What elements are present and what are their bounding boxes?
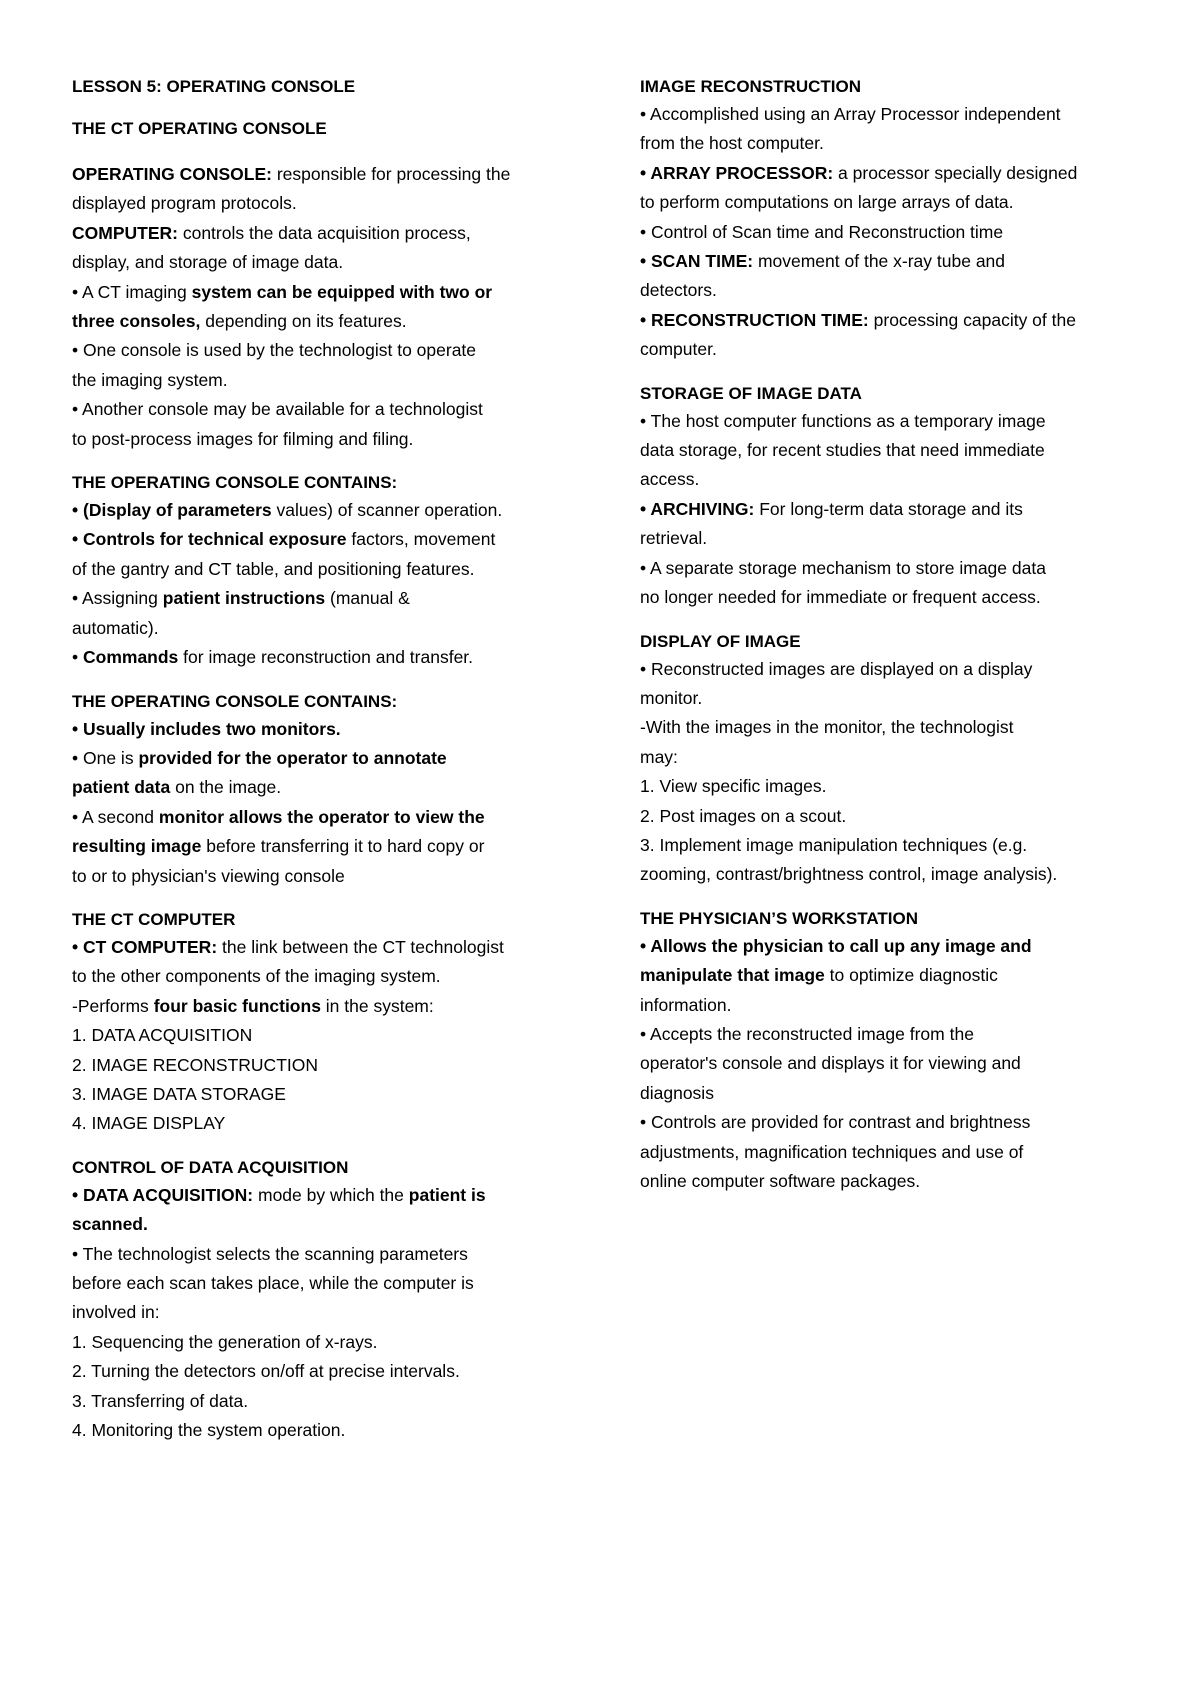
- section: [72, 1155, 592, 1446]
- text-span: display, and storage of image data.: [72, 252, 344, 273]
- text-line: [640, 932, 1160, 961]
- text-span: automatic).: [72, 617, 159, 638]
- text-line: [72, 962, 592, 991]
- text-line: [72, 715, 592, 744]
- text-line: [72, 336, 592, 365]
- text-line: [72, 1051, 592, 1080]
- text-line: [72, 992, 592, 1021]
- text-line: [640, 802, 1160, 831]
- text-line: [640, 1167, 1160, 1196]
- text-line: [72, 584, 592, 613]
- bold-text: • Allows the physician to call up any image and: [640, 935, 1032, 956]
- bold-text: OPERATING CONSOLE:: [72, 164, 272, 184]
- text-span: before transferring it to hard copy or: [201, 836, 485, 857]
- text-span: the link between the CT technologist: [217, 936, 504, 957]
- text-span: • Controls are provided for contrast and brightness: [640, 1112, 1031, 1133]
- text-span: • Assigning: [72, 588, 163, 609]
- text-span: for image reconstruction and transfer.: [178, 647, 474, 668]
- text-line: [640, 407, 1160, 436]
- text-line: [72, 1021, 592, 1050]
- section: [640, 381, 1160, 613]
- text-line: [640, 1049, 1160, 1078]
- text-line: [640, 961, 1160, 990]
- text-span: in the system:: [320, 995, 434, 1016]
- text-span: • One is: [72, 747, 139, 768]
- text-span: • Accomplished using an Array Processor independent: [640, 104, 1061, 124]
- text-line: [640, 247, 1160, 276]
- bold-text: • Usually includes two monitors.: [72, 718, 341, 739]
- text-line: [72, 803, 592, 832]
- section: [640, 906, 1160, 1197]
- text-span: to perform computations on large arrays of data.: [640, 192, 1014, 213]
- text-line: [72, 248, 592, 277]
- bold-text: monitor allows the operator to view the: [158, 806, 485, 827]
- text-span: of the gantry and CT table, and positioning features.: [72, 558, 475, 579]
- text-line: [72, 1210, 592, 1239]
- text-line: [640, 831, 1160, 860]
- text-line: [72, 1109, 592, 1138]
- section: [72, 470, 592, 672]
- text-line: [640, 465, 1160, 494]
- text-line: [72, 525, 592, 554]
- text-span: on the image.: [170, 777, 282, 798]
- text-span: • Accepts the reconstructed image from the: [640, 1023, 974, 1044]
- text-span: to optimize diagnostic: [824, 965, 998, 986]
- section-heading: THE OPERATING CONSOLE CONTAINS:: [72, 691, 398, 711]
- text-line: [72, 614, 592, 643]
- bold-text: • RECONSTRUCTION TIME:: [640, 309, 869, 330]
- text-span: • A second: [72, 806, 159, 827]
- text-span: 2. IMAGE RECONSTRUCTION: [72, 1054, 318, 1075]
- text-line: [640, 188, 1160, 217]
- text-line: [640, 306, 1160, 335]
- left-column: [72, 74, 592, 1461]
- text-line: [640, 684, 1160, 713]
- text-span: diagnosis: [640, 1082, 714, 1103]
- text-line: [72, 555, 592, 584]
- text-line: [640, 554, 1160, 583]
- section-heading: THE OPERATING CONSOLE CONTAINS:: [72, 473, 398, 493]
- bold-text: four basic functions: [153, 995, 321, 1016]
- section: [640, 74, 1160, 365]
- text-line: [72, 1240, 592, 1269]
- text-span: processing capacity of the: [868, 309, 1076, 330]
- text-line: [72, 278, 592, 307]
- text-span: -With the images in the monitor, the technologist: [640, 717, 1014, 738]
- right-sections: [640, 74, 1160, 1196]
- text-span: 3. IMAGE DATA STORAGE: [72, 1083, 286, 1104]
- text-span: • A separate storage mechanism to store image data: [640, 557, 1046, 578]
- text-line: [640, 1108, 1160, 1137]
- text-span: information.: [640, 994, 732, 1015]
- text-line: [72, 160, 592, 189]
- text-span: 1. View specific images.: [640, 776, 827, 797]
- bold-text: Commands: [83, 647, 179, 668]
- lesson-title: LESSON 5: OPERATING CONSOLE: [72, 77, 356, 96]
- bold-text: COMPUTER:: [72, 222, 178, 243]
- section-heading: STORAGE OF IMAGE DATA: [640, 383, 862, 403]
- text-line: [72, 773, 592, 802]
- bold-text: • CT COMPUTER:: [72, 936, 218, 957]
- text-line: [72, 1080, 592, 1109]
- text-line: [72, 189, 592, 218]
- text-line: [72, 744, 592, 773]
- bold-text: • ARCHIVING:: [640, 498, 755, 519]
- text-span: -Performs: [72, 995, 154, 1016]
- text-line: [640, 583, 1160, 612]
- text-span: 4. IMAGE DISPLAY: [72, 1113, 226, 1134]
- right-column: [640, 74, 1160, 1212]
- section-heading: DISPLAY OF IMAGE: [640, 631, 801, 651]
- text-span: access.: [640, 469, 700, 490]
- text-line: [640, 991, 1160, 1020]
- text-span: responsible for processing the: [271, 164, 511, 184]
- text-line: [640, 713, 1160, 742]
- text-span: before each scan takes place, while the computer is: [72, 1273, 474, 1293]
- section-title: THE CT OPERATING CONSOLE: [72, 119, 327, 138]
- text-span: 1. DATA ACQUISITION: [72, 1025, 253, 1046]
- section-heading: THE PHYSICIAN’S WORKSTATION: [640, 908, 918, 928]
- text-span: data storage, for recent studies that need immediate: [640, 440, 1045, 461]
- text-line: [72, 933, 592, 962]
- text-line: [72, 1298, 592, 1327]
- text-span: • The technologist selects the scanning parameters: [72, 1243, 468, 1264]
- text-span: from the host computer.: [640, 133, 824, 154]
- text-span: • The host computer functions as a temporary image: [640, 410, 1046, 431]
- section: [72, 907, 592, 1139]
- bold-text: system can be equipped with two or: [191, 281, 493, 302]
- text-span: online computer software packages.: [640, 1171, 921, 1191]
- left-sections: [72, 160, 592, 1445]
- text-span: mode by which the: [253, 1184, 409, 1205]
- text-line: [640, 860, 1160, 889]
- text-span: to or to physician's viewing console: [72, 865, 345, 886]
- bold-text: patient is: [408, 1184, 486, 1205]
- text-span: operator's console and displays it for viewing and: [640, 1053, 1021, 1074]
- text-span: monitor.: [640, 687, 703, 708]
- text-line: [72, 643, 592, 672]
- text-line: [640, 1138, 1160, 1167]
- text-span: 1. Sequencing the generation of x-rays.: [72, 1331, 378, 1352]
- bold-text: manipulate that image: [640, 965, 825, 986]
- text-span: For long-term data storage and its: [754, 498, 1023, 519]
- text-line: [72, 1357, 592, 1386]
- text-line: [72, 219, 592, 248]
- section: [72, 160, 592, 454]
- section-heading: IMAGE RECONSTRUCTION: [640, 77, 861, 96]
- text-line: [72, 1416, 592, 1445]
- text-line: [640, 524, 1160, 553]
- text-span: movement of the x-ray tube and: [753, 251, 1006, 272]
- text-span: • One console is used by the technologist to operate: [72, 340, 477, 361]
- text-line: [72, 366, 592, 395]
- text-line: [72, 425, 592, 454]
- text-span: detectors.: [640, 280, 717, 301]
- bold-text: scanned.: [72, 1214, 148, 1235]
- text-line: [640, 276, 1160, 305]
- section: [640, 629, 1160, 890]
- text-span: • Reconstructed images are displayed on a display: [640, 658, 1033, 679]
- text-span: 4. Monitoring the system operation.: [72, 1420, 346, 1441]
- text-line: [640, 1020, 1160, 1049]
- text-span: 2. Post images on a scout.: [640, 805, 847, 826]
- text-span: controls the data acquisition process,: [177, 222, 471, 243]
- text-line: [640, 100, 1160, 129]
- text-line: [640, 1079, 1160, 1108]
- text-span: computer.: [640, 339, 717, 360]
- text-span: •: [72, 647, 83, 668]
- text-line: [640, 218, 1160, 247]
- section-heading: THE CT COMPUTER: [72, 909, 236, 929]
- text-span: zooming, contrast/brightness control, image analysis).: [640, 864, 1058, 885]
- text-line: [72, 862, 592, 891]
- bold-text: provided for the operator to annotate: [138, 747, 447, 768]
- bold-text: • ARRAY PROCESSOR:: [640, 162, 834, 183]
- text-line: [72, 307, 592, 336]
- bold-text: • Controls for technical exposure: [72, 529, 347, 550]
- text-span: the imaging system.: [72, 369, 228, 390]
- text-span: no longer needed for immediate or frequent access.: [640, 587, 1041, 608]
- text-span: values) of scanner operation.: [271, 500, 503, 521]
- text-span: depending on its features.: [200, 311, 407, 332]
- text-line: [72, 1387, 592, 1416]
- text-line: [72, 1181, 592, 1210]
- text-line: [72, 1269, 592, 1298]
- bold-text: • (Display of parameters: [72, 500, 272, 521]
- text-span: to post-process images for filming and filing.: [72, 428, 414, 449]
- bold-text: • DATA ACQUISITION:: [72, 1184, 254, 1205]
- section: [72, 689, 592, 891]
- text-line: [640, 495, 1160, 524]
- text-line: [640, 335, 1160, 364]
- bold-text: patient instructions: [162, 588, 326, 609]
- text-line: [640, 743, 1160, 772]
- text-span: involved in:: [72, 1302, 160, 1323]
- text-line: [640, 159, 1160, 188]
- text-line: [72, 395, 592, 424]
- text-line: [72, 832, 592, 861]
- text-span: 2. Turning the detectors on/off at precise intervals.: [72, 1361, 460, 1382]
- text-span: displayed program protocols.: [72, 193, 297, 214]
- text-span: • A CT imaging: [72, 281, 192, 302]
- text-span: to the other components of the imaging system.: [72, 966, 441, 987]
- bold-text: • SCAN TIME:: [640, 251, 754, 272]
- text-line: [640, 772, 1160, 801]
- text-span: a processor specially designed: [833, 162, 1078, 183]
- lesson-header: [72, 74, 592, 142]
- text-line: [640, 129, 1160, 158]
- spacer: [72, 100, 592, 116]
- text-span: factors, movement: [346, 529, 496, 550]
- text-span: • Another console may be available for a technologist: [72, 399, 483, 420]
- text-span: (manual &: [325, 588, 410, 609]
- text-span: adjustments, magnification techniques and use of: [640, 1141, 1024, 1162]
- text-span: 3. Transferring of data.: [72, 1390, 249, 1411]
- text-span: retrieval.: [640, 528, 708, 549]
- text-span: may:: [640, 746, 678, 767]
- bold-text: resulting image: [72, 836, 202, 857]
- bold-text: patient data: [72, 777, 171, 798]
- text-span: • Control of Scan time and Reconstruction time: [640, 221, 1004, 242]
- text-line: [72, 1328, 592, 1357]
- text-line: [640, 655, 1160, 684]
- text-line: [72, 496, 592, 525]
- text-line: [640, 436, 1160, 465]
- text-span: 3. Implement image manipulation techniques (e.g.: [640, 834, 1028, 855]
- section-heading: CONTROL OF DATA ACQUISITION: [72, 1157, 349, 1177]
- bold-text: three consoles,: [72, 311, 201, 332]
